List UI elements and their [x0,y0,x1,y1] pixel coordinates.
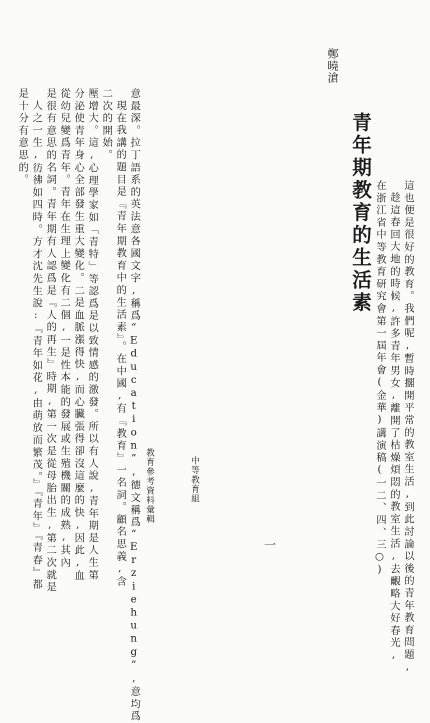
body-column-11: 現在我講的題目是『青年期教育中的生活素』。在中國,有『教育』一名詞。顧名思義,含 [114,100,126,589]
footer-series: 教育參考資料彙輯 [144,448,155,524]
body-column-12: 意最深。拉丁語系的英法意各國文字,稱爲“Education”,德文稱爲“Erziehung”,意均爲 [128,88,140,723]
body-column-9: 壓增大。這,心理學家如「青特」等認爲是以致情感的激發。所以有人說,青年期是人生第 [86,88,98,582]
body-column-2: 趁這春回大地的時候,許多青年男女,離開了枯燥煩悶的教室生活,去覼略大好春光, [388,192,399,663]
body-column-1: 在浙江省中等教育研究會第一屆年會(金華)講演稿(一二、四、三○) [374,180,385,578]
author-name: 鄭曉滄 [326,48,339,84]
footer-section: 中等教育組 [189,456,200,504]
body-column-3: 這也便是很好的教育。我們呢,暫時擱開平常的教室生活,到此討論以後的青年教育問題, [402,180,413,675]
body-column-7: 從幼兒變爲青年。青年在生理上變化有二個,一是性本能的發展或生殖機關的成熟,其內 [58,88,70,570]
article-title: 青年期教育的生活素 [349,112,372,315]
body-column-10: 二次的開始。 [100,88,112,162]
body-column-8: 分泌使青年身心全部發生重大變化。二是血脈漲得快,而心臟張得卻沒這麼的快,因此,血 [72,88,84,583]
body-column-4: 是十分有意思的。 [16,88,28,187]
body-column-5: 人之一生,彷彿如四時。方才沈先生說:『青年如花,由萌放而繁茂。』『青年』『青春』都 [30,100,42,592]
page-number: 一 [264,538,277,552]
body-column-6: 是很有意思的名詞。青年期有人認爲是『人的再生』時期,第一次是從母胎出生,第二次就是 [44,88,56,594]
